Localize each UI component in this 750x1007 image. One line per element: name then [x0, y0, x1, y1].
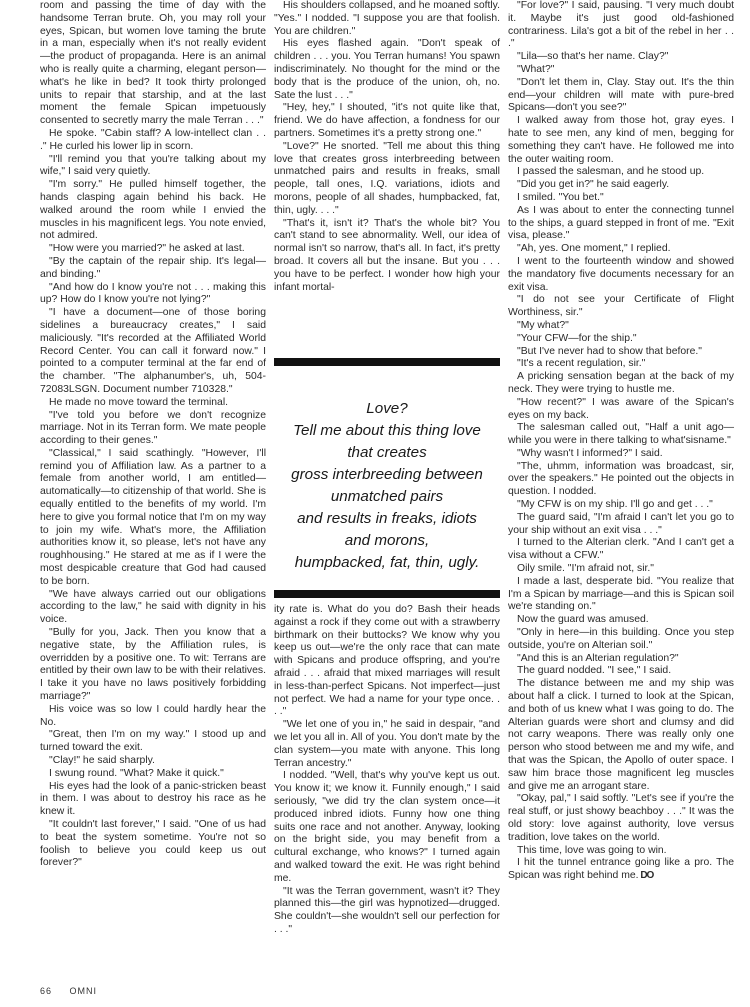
paragraph: "Clay!" he said sharply. — [49, 755, 155, 767]
paragraph: "For love?" I said, pausing. "I very much doubt it. Maybe it's just good old-fashioned contrariness. Lila's got a bit of the rebel in her . . ." — [508, 0, 734, 50]
paragraph: "We have always carried out our obligations according to the law," he said with dignity in his voice. — [40, 588, 266, 626]
text-column-3 — [508, 0, 734, 883]
paragraph: "What?" — [517, 63, 555, 75]
paragraph: "And how do I know you're not . . . making this up? How do I know you're not lying?" — [40, 281, 266, 306]
page-number: 66 — [40, 986, 53, 996]
paragraph: "Your CFW—for the ship." — [517, 332, 637, 344]
paragraph: His shoulders collapsed, and he moaned softly. "Yes." I nodded. "I suppose you are that foolish. You are children." — [274, 0, 500, 37]
paragraph: The guard said, "I'm afraid I can't let you go to your ship without an exit visa . . ." — [508, 511, 734, 536]
pull-quote-line: Love? — [366, 400, 408, 417]
pull-quote-line: and morons, — [344, 532, 430, 549]
pull-quote-box — [274, 358, 500, 598]
pull-quote-line: that creates — [347, 444, 427, 461]
paragraph: The guard nodded. "I see," I said. — [517, 665, 672, 677]
paragraph: The salesman called out, "Half a unit ago—while you were in there talking to what'sisname." — [508, 422, 734, 447]
paragraph: His voice was so low I could hardly hear the No. — [40, 703, 266, 728]
pull-quote-line: gross interbreeding between — [291, 466, 483, 483]
paragraph: "I have a document—one of those boring sidelines a bureaucracy creates," I said maliciously. "It's recorded at the Affiliated World Record Center. You can call it forward now." I pointed to a computer terminal at the far end of the chamber. "The alphanumber's, uh, 504-72083LSGN. Document number 710328." — [40, 307, 266, 395]
pull-quote-line: Tell me about this thing love — [293, 422, 481, 439]
paragraph: "It was the Terran government, wasn't it? They planned this—the girl was hypnotized—drugged. She couldn't—she wouldn't sell our perfection for . . ." — [274, 885, 500, 935]
paragraph: "I'll remind you that you're talking about my wife," I said very quietly. — [40, 153, 266, 178]
paragraph: "Lila—so that's her name. Clay?" — [517, 51, 669, 63]
paragraph: "And this is an Alterian regulation?" — [517, 652, 679, 664]
paragraph: room and passing the time of day with the handsome Terran brute. Oh, you may roll your eyes, Spican, but women love taming the brute in a man, especially when it's not really evident—the product of propaganda. Here is an animal who is really quite a charming, elegant person—what's he like in bed? It took thirty prolonged units to repair that starship, and at the last moment the female Spican impetuously consented to secretly marry the male Terran . . ." — [40, 0, 266, 127]
paragraph: "Ah, yes. One moment," I replied. — [517, 243, 671, 255]
paragraph: "Classical," I said scathingly. "However, I'll remind you of Affiliation law. As a partner to a female from another world, I am entitled—automatically—to citizenship of that world. She is equally entitled to the benefits of my world. I'm here to give you formal notice that I'm on my way to join my wife. What's more, the Affiliation authorities know it, so please, let's not have any roughhousing." He stared at me as if I were the most despicable creature that God had caused to be born. — [40, 447, 266, 587]
paragraph: "Love?" He snorted. "Tell me about this thing love that creates gross interbreeding between unmatched pairs and results in freaks, small people, tall ones, I.Q. variations, idiots and morons, people of all shades, humpbacked, fat, thin, ugly. . . ." — [274, 140, 500, 216]
text-column-2-bottom — [274, 604, 500, 937]
paragraph: His eyes had the look of a panic-stricken beast in them. I was about to destroy his race as he knew it. — [40, 780, 266, 818]
paragraph: "I do not see your Certificate of Flight Worthiness, sir." — [508, 294, 734, 319]
paragraph: I made a last, desperate bid. "You realize that I'm a Spican by marriage—and this is Spican soil we're standing on." — [508, 575, 734, 613]
text-column-1 — [40, 0, 266, 870]
paragraph: I walked away from those hot, gray eyes. I hate to see men, any kind of men, begging for something they can't have. He followed me into the outer waiting room. — [508, 115, 734, 165]
paragraph: I nodded. "Well, that's why you've kept us out. You know it; we know it. Funnily enough," I said seriously, "we did try the clan system once—it produced inbred idiots. Funny how one thing suits one race and not another. Anyway, looking on the bright side, you may benefit from a cultural exchange, who knows?" I turned again and walked toward the exit. He was right behind me. — [274, 770, 500, 884]
paragraph: The distance between me and my ship was about half a click. I turned to look at the Spican, and both of us knew what I was going to do. The Alterian guards were short and clumsy and did not carry weapons. There was really only one person who stood between me and my wife, and that was the Spican, the Apollo of outer space. I saw him brace those magnificent leg muscles and give me an arrogant stare. — [508, 678, 734, 792]
paragraph: ity rate is. What do you do? Bash their heads against a rock if they come out with a strawberry birthmark on their buttocks? We know why you keep us out—we're the only race that can mate with Spicans and produce offspring, and you're afraid . . . afraid that mixed marriages will result in less-than-perfect Spicans. Not imperfect—just not perfect. We had a name for your type once. . . ." — [274, 604, 500, 718]
paragraph: "Only in here—in this building. Once you step outside, you're on Alterian soil." — [508, 627, 734, 651]
paragraph: "The, uhmm, information was broadcast, sir, over the speakers." He pointed out the objects in question. I nodded. — [508, 460, 734, 498]
page-folio — [40, 986, 97, 996]
paragraph: "Okay, pal," I said softly. "Let's see if you're the real stuff, or just showy beachboy . . ." It was the old story: love against authority, love versus tradition, love takes on the world. — [508, 793, 734, 843]
paragraph: As I was about to enter the connecting tunnel to the ships, a guard stepped in front of me. "Exit visa, please." — [508, 204, 734, 242]
paragraph: "My CFW is on my ship. I'll go and get . . ." — [517, 499, 713, 511]
paragraph: I smiled. "You bet." — [517, 191, 604, 203]
pull-quote — [274, 398, 500, 574]
paragraph: "It couldn't last forever," I said. "One of us had to beat the system sometime. You're not so foolish to believe you could keep us out forever?" — [40, 819, 266, 869]
paragraph: "That's it, isn't it? That's the whole bit? You can't stand to see abnormality. Well, our idea of normal isn't so narrow, that's all. In fact, it's pretty broad. It covers all but the insane. But you . . . you have to be perfect. I wonder how high your infant mortal- — [274, 217, 500, 293]
paragraph: I passed the salesman, and he stood up. — [517, 166, 705, 178]
paragraph: His eyes flashed again. "Don't speak of children . . . you. You Terran humans! You spawn indiscriminately. No thought for the mind or the body that is the produce of the union, oh, no. Sate the lust . . ." — [274, 38, 500, 101]
paragraph: "My what?" — [517, 319, 569, 331]
paragraph: "Hey, hey," I shouted, "it's not quite like that, friend. We do have affection, a fondness for our partners. Sometimes it's a pretty strong one." — [274, 102, 500, 139]
paragraph: "Bully for you, Jack. Then you know that a negative state, by the Affiliation rules, is overridden by a positive one. To wit: Terrans are entitled by their own law to be with their relatives. I take it you have no laws positively forbidding marriage?" — [40, 627, 266, 703]
paragraph: "Why wasn't I informed?" I said. — [517, 447, 663, 459]
paragraph: "By the captain of the repair ship. It's legal—and binding." — [40, 255, 266, 280]
paragraph: I swung round. "What? Make it quick." — [49, 767, 224, 779]
paragraph: "But I've never had to show that before." — [517, 345, 702, 357]
paragraph: "I'm sorry." He pulled himself together, the hands clasping again behind his back. He walked around the room while I envied the muscles in his magnificent legs. You note envied, not admired. — [40, 179, 266, 242]
paragraph: A pricking sensation began at the back of my neck. They were trying to hustle me. — [508, 371, 734, 395]
paragraph: I went to the fourteenth window and showed the mandatory five documents necessary for an exit visa. — [508, 255, 734, 293]
text-column-2-top — [274, 0, 500, 294]
pull-quote-line: and results in freaks, idiots — [297, 510, 477, 527]
paragraph: Oily smile. "I'm afraid not, sir." — [517, 563, 654, 575]
paragraph: "Don't let them in, Clay. Stay out. It's the thin end—your children will mate with pure-bred Spicans—don't you see?" — [508, 76, 734, 114]
paragraph: "I've told you before we don't recognize marriage. Not in its Terran form. We mate people according to their genes." — [40, 409, 266, 447]
paragraph: "How recent?" I was aware of the Spican's eyes on my back. — [508, 396, 734, 421]
paragraph: He made no move toward the terminal. — [49, 396, 229, 408]
paragraph: "We let one of you in," he said in despair, "and we let you all in. All of you. You don't mate by the clan system—you mate with anyone. This long Terran ancestry." — [274, 719, 500, 769]
magazine-name: OMNI — [69, 986, 98, 996]
paragraph: "Great, then I'm on my way." I stood up and turned toward the exit. — [40, 729, 266, 754]
paragraph: Now the guard was amused. — [517, 614, 649, 626]
pull-quote-top-rule — [274, 358, 500, 366]
paragraph: "It's a recent regulation, sir." — [517, 358, 646, 370]
pull-quote-line: humpbacked, fat, thin, ugly. — [294, 554, 480, 571]
paragraph: This time, love was going to win. — [517, 844, 667, 856]
paragraph: I turned to the Alterian clerk. "And I can't get a visa without a CFW." — [508, 537, 734, 562]
paragraph: "How were you married?" he asked at last. — [49, 243, 245, 255]
paragraph: I hit the tunnel entrance going like a pro. The Spican was right behind me. DO — [508, 857, 734, 882]
pull-quote-bottom-rule — [274, 590, 500, 598]
paragraph: He spoke. "Cabin staff? A low-intellect clan . . ." He curled his lower lip in scorn. — [40, 127, 266, 152]
end-of-story-mark: DO — [638, 870, 654, 882]
pull-quote-line: unmatched pairs — [330, 488, 444, 505]
paragraph: "Did you get in?" he said eagerly. — [517, 179, 670, 191]
